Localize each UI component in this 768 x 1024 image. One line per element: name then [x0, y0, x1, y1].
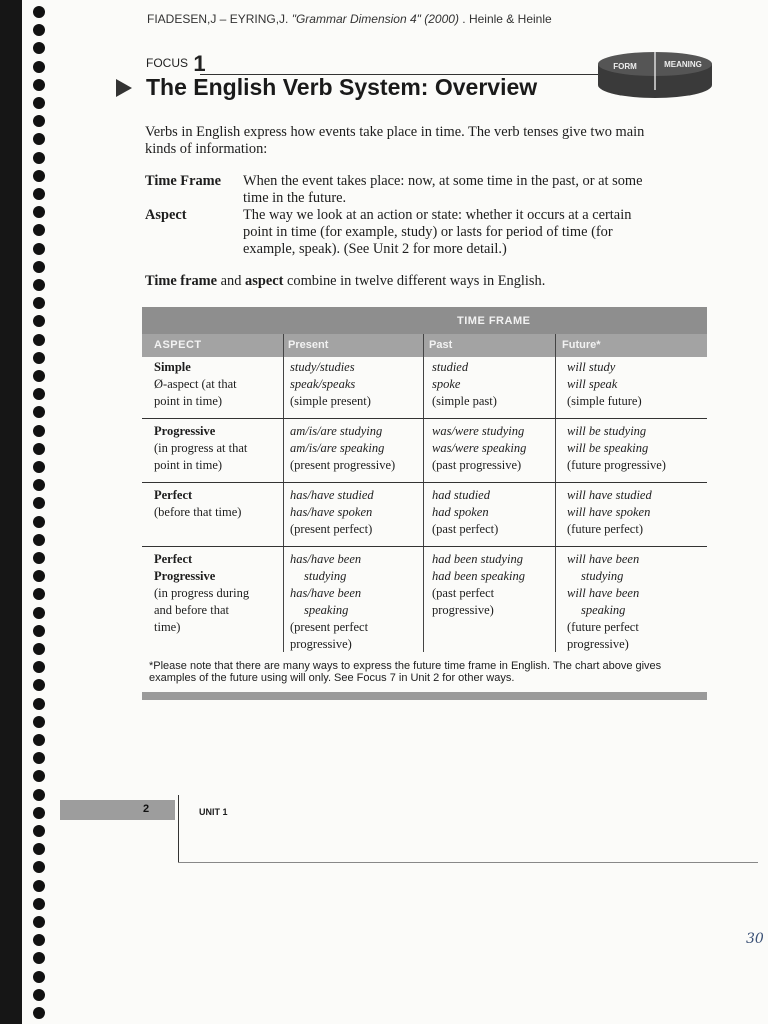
binding-hole [33, 97, 45, 109]
tense-cell-present [290, 551, 422, 653]
combine-term-aspect: aspect [245, 273, 284, 289]
footnote: *Please note that there are many ways to express the future time frame in English. The chart above gives examples of the future using will only. See Focus 7 in Unit 2 for other ways. [149, 660, 662, 684]
aspect-cell [154, 551, 282, 636]
footer-divider [178, 795, 179, 863]
tense-name: progressive) [290, 637, 352, 651]
binding-hole [33, 243, 45, 255]
verb-form: will study [567, 360, 616, 374]
column-header-past: Past [429, 339, 453, 351]
tense-cell-present [290, 423, 422, 474]
aspect-cell [154, 423, 282, 474]
page-number-band [60, 800, 175, 820]
form-meaning-badge [595, 50, 715, 100]
binding-hole [33, 607, 45, 619]
binding-hole [33, 934, 45, 946]
unit-label: UNIT 1 [199, 807, 228, 817]
verb-form: speaking [304, 603, 349, 617]
row-divider [142, 482, 707, 483]
verb-form: has/have been [290, 552, 362, 566]
tense-cell-past [432, 423, 564, 474]
binding-hole [33, 61, 45, 73]
intro-paragraph: Verbs in English express how events take place in time. The verb tenses give two main kinds of information: [145, 124, 645, 157]
binding-hole [33, 716, 45, 728]
binding-hole [33, 370, 45, 382]
badge-form-text: FORM [613, 62, 637, 71]
verb-form: was/were speaking [432, 441, 527, 455]
binding-hole [33, 516, 45, 528]
binding-hole [33, 880, 45, 892]
binding-hole [33, 843, 45, 855]
citation-title: "Grammar Dimension 4" (2000) [291, 12, 459, 26]
binding-hole [33, 698, 45, 710]
definition-aspect [145, 207, 685, 258]
tense-name: progressive) [567, 637, 629, 651]
time-frame-header-band [142, 307, 707, 334]
binding-hole [33, 679, 45, 691]
verb-form: has/have spoken [290, 505, 373, 519]
definition-desc: The way we look at an action or state: whether it occurs at a certain point in time (for example, study) or lasts for period of time (for example, speak). (See Unit 2 for more detail.) [243, 207, 632, 257]
verb-form: will have been [567, 552, 640, 566]
tense-name: (present perfect) [290, 522, 373, 536]
binding-hole [33, 952, 45, 964]
verb-form: had been speaking [432, 569, 526, 583]
verb-form: has/have studied [290, 488, 374, 502]
binding-hole [33, 770, 45, 782]
aspect-description: (in progress at that [154, 441, 248, 455]
aspect-label: Simple [154, 360, 191, 374]
column-header-future: Future* [562, 339, 601, 351]
focus-text: FOCUS [146, 56, 188, 70]
binding-hole [33, 261, 45, 273]
page-number: 2 [143, 803, 150, 815]
binding-hole [33, 588, 45, 600]
badge-meaning-text: MEANING [664, 60, 702, 69]
binding-hole [33, 79, 45, 91]
tense-name: (simple present) [290, 394, 371, 408]
binding-hole [33, 388, 45, 400]
binding-hole [33, 1007, 45, 1019]
tense-name: (simple past) [432, 394, 497, 408]
focus-number: 1 [193, 51, 206, 76]
binding-hole [33, 479, 45, 491]
binding-hole [33, 315, 45, 327]
binding-hole [33, 406, 45, 418]
verb-form: will be speaking [567, 441, 649, 455]
binding-hole [33, 188, 45, 200]
tense-cell-past [432, 551, 564, 619]
binding-hole [33, 24, 45, 36]
binding-hole [33, 625, 45, 637]
column-divider [283, 334, 284, 652]
tense-name: (future perfect) [567, 522, 643, 536]
verb-form: was/were studying [432, 424, 525, 438]
binding-hole [33, 152, 45, 164]
aspect-label: Perfect [154, 488, 193, 502]
binding-hole [33, 807, 45, 819]
tense-name: (past perfect) [432, 522, 499, 536]
verb-form: had been studying [432, 552, 523, 566]
tense-cell-future [567, 359, 699, 410]
aspect-cell [154, 359, 282, 410]
verb-form: am/is/are studying [290, 424, 383, 438]
verb-form: am/is/are speaking [290, 441, 385, 455]
binding-hole [33, 661, 45, 673]
citation [147, 12, 552, 26]
verb-form: will have spoken [567, 505, 651, 519]
binding-hole [33, 552, 45, 564]
verb-form: studying [581, 569, 624, 583]
binding-hole [33, 461, 45, 473]
binding-hole [33, 443, 45, 455]
binding-hole [33, 6, 45, 18]
binding-hole [33, 170, 45, 182]
aspect-header: ASPECT [154, 339, 202, 351]
definition-term: Aspect [145, 207, 187, 223]
verb-form: study/studies [290, 360, 355, 374]
tense-cell-present [290, 487, 422, 538]
binding-hole [33, 861, 45, 873]
definition-term: Time Frame [145, 173, 222, 189]
verb-form: speaking [581, 603, 626, 617]
verb-form: had studied [432, 488, 490, 502]
aspect-description: (before that time) [154, 505, 242, 519]
aspect-description: Ø-aspect (at that [154, 377, 237, 391]
aspect-cell [154, 487, 282, 521]
citation-publisher: . Heinle & Heinle [458, 12, 552, 26]
binding-hole [33, 971, 45, 983]
verb-tense-chart [142, 307, 707, 652]
binding-hole [33, 42, 45, 54]
verb-form: spoke [432, 377, 461, 391]
column-divider [423, 334, 424, 652]
definition-list [145, 173, 685, 258]
tense-cell-future [567, 487, 699, 538]
verb-form: will be studying [567, 424, 647, 438]
binding-hole [33, 989, 45, 1001]
aspect-description: and before that [154, 603, 229, 617]
verb-form: speak/speaks [290, 377, 356, 391]
binding-hole [33, 352, 45, 364]
time-frame-header: TIME FRAME [457, 315, 531, 327]
binding-hole [33, 916, 45, 928]
binding-hole [33, 643, 45, 655]
combine-connector: and [217, 273, 246, 289]
verb-form: studying [304, 569, 347, 583]
combine-sentence [145, 273, 545, 290]
aspect-label: Perfect [154, 552, 193, 566]
verb-form: will speak [567, 377, 618, 391]
binding-hole [33, 297, 45, 309]
aspect-label: Progressive [154, 424, 216, 438]
tense-cell-past [432, 359, 564, 410]
footer-rule [178, 862, 758, 863]
tense-name: (present progressive) [290, 458, 396, 472]
aspect-description: time) [154, 620, 181, 634]
binding-edge [0, 0, 22, 1024]
tense-name: (future perfect [567, 620, 639, 634]
tense-name: (simple future) [567, 394, 642, 408]
citation-authors: FIADESEN,J – EYRING,J. [147, 12, 292, 26]
aspect-description: (in progress during [154, 586, 250, 600]
tense-name: (present perfect [290, 620, 369, 634]
definition-time-frame [145, 173, 685, 207]
tense-cell-future [567, 551, 699, 653]
aspect-label: Progressive [154, 569, 216, 583]
definition-desc: When the event takes place: now, at some time in the past, or at some time in the future. [243, 173, 643, 206]
row-divider [142, 546, 707, 547]
binding-hole [33, 425, 45, 437]
binding-hole [33, 825, 45, 837]
binding-hole [33, 334, 45, 346]
verb-form: will have studied [567, 488, 652, 502]
verb-form: had spoken [432, 505, 489, 519]
verb-form: studied [432, 360, 469, 374]
title-arrow-icon [116, 79, 132, 97]
chart-bottom-band [142, 692, 707, 700]
tense-cell-past [432, 487, 564, 538]
tense-cell-future [567, 423, 699, 474]
tense-name: (past perfect [432, 586, 495, 600]
binding-hole [33, 206, 45, 218]
focus-label [146, 47, 206, 76]
binding-hole [33, 534, 45, 546]
binding-hole [33, 279, 45, 291]
tense-name: progressive) [432, 603, 494, 617]
spiral-binding [0, 0, 48, 1024]
row-divider [142, 418, 707, 419]
verb-form: will have been [567, 586, 640, 600]
binding-hole [33, 115, 45, 127]
binding-hole [33, 752, 45, 764]
binding-hole [33, 497, 45, 509]
combine-rest: combine in twelve different ways in English. [283, 273, 546, 289]
verb-form: has/have been [290, 586, 362, 600]
handwritten-note: 30 [746, 931, 764, 947]
tense-name: (past progressive) [432, 458, 522, 472]
column-header-band [142, 334, 707, 357]
binding-hole [33, 789, 45, 801]
binding-hole [33, 133, 45, 145]
aspect-description: point in time) [154, 458, 223, 472]
binding-hole [33, 898, 45, 910]
binding-hole [33, 224, 45, 236]
tense-name: (future progressive) [567, 458, 666, 472]
column-header-present: Present [288, 339, 329, 351]
combine-term-time-frame: Time frame [145, 273, 218, 289]
page-title: The English Verb System: Overview [146, 74, 538, 100]
binding-hole [33, 734, 45, 746]
tense-cell-present [290, 359, 422, 410]
binding-hole [33, 570, 45, 582]
aspect-description: point in time) [154, 394, 223, 408]
